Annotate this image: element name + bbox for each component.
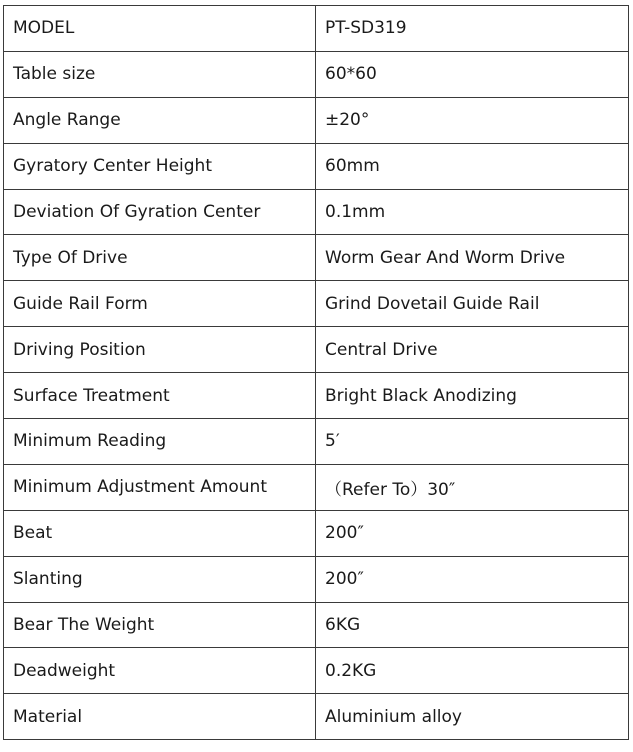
spec-value: Aluminium alloy	[316, 694, 629, 740]
spec-label: Deviation Of Gyration Center	[4, 189, 316, 235]
spec-value: Central Drive	[316, 327, 629, 373]
table-row	[4, 556, 629, 602]
table-row	[4, 143, 629, 189]
spec-value: 200″	[316, 510, 629, 556]
spec-label: Type Of Drive	[4, 235, 316, 281]
spec-label: Angle Range	[4, 97, 316, 143]
spec-value: 6KG	[316, 602, 629, 648]
table-row	[4, 281, 629, 327]
table-row	[4, 6, 629, 52]
table-row	[4, 373, 629, 419]
spec-label: MODEL	[4, 6, 316, 52]
spec-label: Surface Treatment	[4, 373, 316, 419]
spec-table-body	[4, 6, 629, 740]
table-row	[4, 51, 629, 97]
spec-label: Minimum Adjustment Amount	[4, 464, 316, 510]
spec-label: Deadweight	[4, 648, 316, 694]
table-row	[4, 97, 629, 143]
spec-value: 0.2KG	[316, 648, 629, 694]
spec-value: PT-SD319	[316, 6, 629, 52]
table-row	[4, 327, 629, 373]
spec-table	[3, 5, 629, 740]
spec-label: Table size	[4, 51, 316, 97]
table-row	[4, 694, 629, 740]
spec-label: Bear The Weight	[4, 602, 316, 648]
table-row	[4, 510, 629, 556]
spec-value: Grind Dovetail Guide Rail	[316, 281, 629, 327]
table-row	[4, 464, 629, 510]
spec-label: Material	[4, 694, 316, 740]
spec-value: 0.1mm	[316, 189, 629, 235]
spec-value: ±20°	[316, 97, 629, 143]
spec-label: Slanting	[4, 556, 316, 602]
spec-label: Driving Position	[4, 327, 316, 373]
table-row	[4, 419, 629, 465]
spec-value: 200″	[316, 556, 629, 602]
table-row	[4, 235, 629, 281]
table-row	[4, 648, 629, 694]
spec-value: 5′	[316, 419, 629, 465]
table-row	[4, 602, 629, 648]
spec-label: Guide Rail Form	[4, 281, 316, 327]
spec-value: 60*60	[316, 51, 629, 97]
table-row	[4, 189, 629, 235]
spec-label: Minimum Reading	[4, 419, 316, 465]
spec-value: 60mm	[316, 143, 629, 189]
spec-value: Bright Black Anodizing	[316, 373, 629, 419]
spec-label: Beat	[4, 510, 316, 556]
spec-label: Gyratory Center Height	[4, 143, 316, 189]
spec-value: （Refer To）30″	[316, 464, 629, 510]
spec-value: Worm Gear And Worm Drive	[316, 235, 629, 281]
